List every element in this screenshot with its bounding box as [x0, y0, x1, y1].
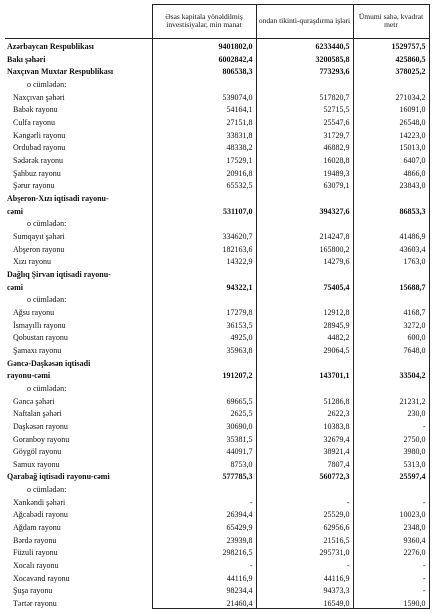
- construction-value-cell: 2622,3: [256, 406, 353, 419]
- construction-value-cell: 16549,0: [256, 595, 353, 608]
- investment-value-cell: 54164,1: [152, 102, 256, 115]
- construction-value-cell: 63079,1: [256, 178, 353, 191]
- construction-value-cell: [256, 190, 353, 203]
- region-name-cell: Culfa rayonu: [13, 118, 55, 128]
- investment-value-cell: 48338,2: [152, 140, 256, 153]
- area-value-cell: 378025,2: [353, 64, 429, 77]
- construction-value-cell: [256, 481, 353, 494]
- region-name-cell: Ağsu rayonu: [13, 307, 55, 317]
- investment-value-cell: 27151,8: [152, 114, 256, 127]
- table-row: [5, 355, 429, 368]
- investment-value-cell: 8753,0: [152, 456, 256, 469]
- investment-value-cell: 9401802,0: [152, 39, 256, 52]
- region-name-cell: Ağcabədi rayonu: [13, 510, 68, 520]
- investment-value-cell: 17279,8: [152, 304, 256, 317]
- table-row: [5, 292, 429, 305]
- area-value-cell: 86853,3: [353, 203, 429, 216]
- investment-value-cell: [152, 481, 256, 494]
- region-name-cell: Qobustan rayonu: [13, 333, 68, 343]
- table-row: [5, 557, 429, 570]
- area-value-cell: 23843,0: [353, 178, 429, 191]
- investment-value-cell: -: [152, 557, 256, 570]
- table-row: [5, 519, 429, 532]
- region-name-cell: Şahbuz rayonu: [13, 168, 61, 178]
- region-name-cell: Qarabağ iqtisadi rayonu-cəmi: [7, 472, 110, 482]
- construction-value-cell: 38921,4: [256, 444, 353, 457]
- region-name-cell: Gəncə-Daşkəsən iqtisadi: [7, 358, 91, 368]
- investment-value-cell: 14322,9: [152, 254, 256, 267]
- construction-value-cell: 31729,7: [256, 127, 353, 140]
- table-row: [5, 418, 429, 431]
- investment-value-cell: 539074,0: [152, 89, 256, 102]
- construction-value-cell: 165800,2: [256, 241, 353, 254]
- region-name-cell: Abşeron-Xızı iqtisadi rayonu-: [7, 194, 109, 204]
- construction-value-cell: 16028,8: [256, 152, 353, 165]
- region-name-cell: Göygöl rayonu: [13, 447, 62, 457]
- table-row: [5, 532, 429, 545]
- region-name-cell: Şərur rayonu: [13, 181, 55, 191]
- table-row: [5, 570, 429, 583]
- area-value-cell: 9360,4: [353, 532, 429, 545]
- investment-value-cell: [152, 190, 256, 203]
- investment-value-cell: 20916,8: [152, 165, 256, 178]
- region-name-cell: Gəncə şəhəri: [13, 396, 55, 406]
- table-row: [5, 444, 429, 457]
- table-row: [5, 595, 429, 608]
- area-value-cell: -: [353, 557, 429, 570]
- table-row: [5, 583, 429, 596]
- area-value-cell: 3272,0: [353, 317, 429, 330]
- region-name-cell: cəmi: [7, 206, 23, 216]
- table-row: [5, 165, 429, 178]
- region-name-cell: Sumqayıt şəhəri: [13, 232, 65, 241]
- table-row: [5, 469, 429, 482]
- investment-value-cell: 334620,7: [152, 228, 256, 241]
- table-row: [5, 152, 429, 165]
- table-row: [5, 342, 429, 355]
- table-row: [5, 127, 429, 140]
- construction-value-cell: 19489,3: [256, 165, 353, 178]
- investment-value-cell: 531107,0: [152, 203, 256, 216]
- construction-value-cell: 143701,1: [256, 368, 353, 381]
- table-header: [5, 5, 429, 39]
- area-value-cell: 1763,0: [353, 254, 429, 267]
- area-value-cell: 14223,0: [353, 127, 429, 140]
- region-name-cell: Naxçıvan Muxtar Respublikası: [7, 67, 114, 77]
- construction-value-cell: 52715,5: [256, 102, 353, 115]
- area-value-cell: -: [353, 570, 429, 583]
- area-value-cell: 15688,7: [353, 279, 429, 292]
- construction-value-cell: 560772,3: [256, 469, 353, 482]
- construction-value-cell: 21516,5: [256, 532, 353, 545]
- area-value-cell: 6407,0: [353, 152, 429, 165]
- region-name-cell: o cümlədən:: [27, 219, 67, 229]
- investment-value-cell: 65532,5: [152, 178, 256, 191]
- region-name-cell: Azərbaycan Respublikası: [7, 42, 94, 52]
- region-name-cell: Xocavənd rayonu: [13, 573, 70, 583]
- table-row: [5, 64, 429, 77]
- table-row: [5, 190, 429, 203]
- area-value-cell: 21231,2: [353, 393, 429, 406]
- region-name-cell: İsmayıllı rayonu: [13, 320, 66, 330]
- area-value-cell: 10023,0: [353, 507, 429, 520]
- region-name-cell: cəmi: [7, 282, 23, 292]
- table-row: [5, 330, 429, 343]
- construction-value-cell: [256, 76, 353, 89]
- construction-value-cell: 12912,8: [256, 304, 353, 317]
- area-value-cell: 2348,0: [353, 519, 429, 532]
- region-name-cell: rayonu-cəmi: [7, 371, 51, 381]
- region-name-cell: o cümlədən:: [27, 295, 67, 305]
- region-name-cell: Daşkəsən rayonu: [13, 421, 68, 431]
- construction-value-cell: 62956,6: [256, 519, 353, 532]
- region-name-cell: Bakı şəhəri: [7, 54, 46, 64]
- region-name-cell: Şamaxı rayonu: [13, 345, 62, 355]
- investment-value-cell: 298216,5: [152, 545, 256, 558]
- region-name-cell: Ağdam rayonu: [13, 523, 61, 533]
- investment-value-cell: [152, 292, 256, 305]
- construction-value-cell: 75405,4: [256, 279, 353, 292]
- region-name-cell: Naxçıvan şəhəri: [13, 92, 65, 102]
- investment-value-cell: 182163,6: [152, 241, 256, 254]
- area-value-cell: 25597,4: [353, 469, 429, 482]
- table-row: [5, 266, 429, 279]
- investment-value-cell: 98234,4: [152, 583, 256, 596]
- area-value-cell: 271034,2: [353, 89, 429, 102]
- table-row: [5, 494, 429, 507]
- area-value-cell: 41486,9: [353, 228, 429, 241]
- investment-value-cell: 35963,8: [152, 342, 256, 355]
- investment-table: [5, 4, 430, 609]
- area-value-cell: 15013,0: [353, 140, 429, 153]
- area-value-cell: [353, 292, 429, 305]
- area-value-cell: -: [353, 418, 429, 431]
- region-name-cell: Füzuli rayonu: [13, 548, 58, 558]
- table-row: [5, 545, 429, 558]
- region-name-cell: Şuşa rayonu: [13, 586, 53, 596]
- construction-value-cell: 25547,6: [256, 114, 353, 127]
- investment-value-cell: [152, 380, 256, 393]
- area-value-cell: 43603,4: [353, 241, 429, 254]
- area-value-cell: 16091,0: [353, 102, 429, 115]
- area-value-cell: 2750,0: [353, 431, 429, 444]
- table-row: [5, 228, 429, 241]
- table-row: [5, 304, 429, 317]
- construction-value-cell: 295731,0: [256, 545, 353, 558]
- region-name-cell: Babək rayonu: [13, 105, 58, 115]
- table-row: [5, 203, 429, 216]
- table-body: [5, 39, 429, 609]
- table-row: [5, 368, 429, 381]
- area-value-cell: 4866,0: [353, 165, 429, 178]
- investment-value-cell: [152, 355, 256, 368]
- investment-value-cell: [152, 216, 256, 229]
- area-value-cell: [353, 216, 429, 229]
- region-name-cell: Sədərək rayonu: [13, 156, 63, 166]
- table-row: [5, 254, 429, 267]
- investment-value-cell: 30690,0: [152, 418, 256, 431]
- header-construction-works: ondan tikinti-quraşdırma işləri: [256, 5, 353, 39]
- region-name-cell: Tərtər rayonu: [13, 599, 57, 609]
- construction-value-cell: 46882,9: [256, 140, 353, 153]
- construction-value-cell: 10383,8: [256, 418, 353, 431]
- investment-value-cell: 577785,3: [152, 469, 256, 482]
- region-name-cell: Goranboy rayonu: [13, 434, 70, 444]
- area-value-cell: [353, 481, 429, 494]
- area-value-cell: 1529757,5: [353, 39, 429, 52]
- area-value-cell: 1590,0: [353, 595, 429, 608]
- investment-value-cell: 65429,9: [152, 519, 256, 532]
- construction-value-cell: 94373,3: [256, 583, 353, 596]
- table-row: [5, 481, 429, 494]
- region-name-cell: Bərdə rayonu: [13, 535, 57, 545]
- area-value-cell: 425860,5: [353, 51, 429, 64]
- construction-value-cell: 32679,4: [256, 431, 353, 444]
- table-row: [5, 140, 429, 153]
- construction-value-cell: 28945,9: [256, 317, 353, 330]
- area-value-cell: 4168,7: [353, 304, 429, 317]
- table-row: [5, 51, 429, 64]
- area-value-cell: [353, 380, 429, 393]
- investment-value-cell: 44091,7: [152, 444, 256, 457]
- table-row: [5, 241, 429, 254]
- construction-value-cell: 14279,6: [256, 254, 353, 267]
- region-name-cell: Samux rayonu: [13, 459, 60, 469]
- investment-value-cell: 2625,5: [152, 406, 256, 419]
- table-row: [5, 317, 429, 330]
- construction-value-cell: [256, 355, 353, 368]
- investment-value-cell: 4925,0: [152, 330, 256, 343]
- region-name-cell: Kəngərli rayonu: [13, 130, 66, 140]
- header-total-area: Ümumi sahə, kvadrat metr: [353, 5, 429, 39]
- construction-value-cell: -: [256, 557, 353, 570]
- area-value-cell: 5313,0: [353, 456, 429, 469]
- area-value-cell: -: [353, 583, 429, 596]
- table-row: [5, 39, 429, 52]
- investment-value-cell: 44116,9: [152, 570, 256, 583]
- investment-value-cell: -: [152, 494, 256, 507]
- construction-value-cell: 4482,2: [256, 330, 353, 343]
- table-row: [5, 178, 429, 191]
- area-value-cell: [353, 76, 429, 89]
- table-row: [5, 102, 429, 115]
- area-value-cell: 26548,0: [353, 114, 429, 127]
- region-name-cell: o cümlədən:: [27, 80, 67, 90]
- investment-value-cell: 6002842,4: [152, 51, 256, 64]
- construction-value-cell: [256, 266, 353, 279]
- investment-value-cell: 26394,4: [152, 507, 256, 520]
- header-investments: Əsas kapitala yönəldilmiş investisiyalar, min manat: [152, 5, 256, 39]
- region-name-cell: Xankəndi şəhəri: [13, 497, 66, 507]
- table-row: [5, 114, 429, 127]
- construction-value-cell: [256, 216, 353, 229]
- area-value-cell: 33504,2: [353, 368, 429, 381]
- area-value-cell: 2276,0: [353, 545, 429, 558]
- construction-value-cell: [256, 292, 353, 305]
- area-value-cell: [353, 266, 429, 279]
- construction-value-cell: 773293,6: [256, 64, 353, 77]
- construction-value-cell: 3200585,8: [256, 51, 353, 64]
- table-row: [5, 431, 429, 444]
- investment-value-cell: 806538,3: [152, 64, 256, 77]
- investment-value-cell: 191207,2: [152, 368, 256, 381]
- investment-value-cell: 17529,1: [152, 152, 256, 165]
- area-value-cell: 230,0: [353, 406, 429, 419]
- construction-value-cell: -: [256, 494, 353, 507]
- region-name-cell: Ordubad rayonu: [13, 143, 66, 153]
- investment-value-cell: [152, 266, 256, 279]
- table-row: [5, 456, 429, 469]
- construction-value-cell: 394327,6: [256, 203, 353, 216]
- region-name-cell: Naftalan şəhəri: [13, 409, 62, 419]
- construction-value-cell: 44116,9: [256, 570, 353, 583]
- area-value-cell: 600,0: [353, 330, 429, 343]
- construction-value-cell: 517820,7: [256, 89, 353, 102]
- investment-value-cell: 33831,8: [152, 127, 256, 140]
- table-row: [5, 393, 429, 406]
- construction-value-cell: 25529,0: [256, 507, 353, 520]
- area-value-cell: 7648,0: [353, 342, 429, 355]
- region-name-cell: Xocalı rayonu: [13, 561, 59, 571]
- construction-value-cell: 51286,8: [256, 393, 353, 406]
- table-row: [5, 406, 429, 419]
- area-value-cell: 3980,0: [353, 444, 429, 457]
- investment-value-cell: 23939,8: [152, 532, 256, 545]
- table-row: [5, 216, 429, 229]
- region-name-cell: Abşeron rayonu: [13, 244, 65, 254]
- statistics-table-sheet: [5, 4, 429, 610]
- header-blank-cell: [5, 5, 152, 39]
- table-row: [5, 279, 429, 292]
- area-value-cell: -: [353, 494, 429, 507]
- region-name-cell: Dağlıq Şirvan iqtisadi rayonu-: [7, 269, 111, 279]
- region-name-cell: o cümlədən:: [27, 485, 67, 495]
- construction-value-cell: 29064,5: [256, 342, 353, 355]
- investment-value-cell: 35381,5: [152, 431, 256, 444]
- construction-value-cell: 7807,4: [256, 456, 353, 469]
- investment-value-cell: 94322,1: [152, 279, 256, 292]
- investment-value-cell: 21460,4: [152, 595, 256, 608]
- area-value-cell: [353, 355, 429, 368]
- table-row: [5, 380, 429, 393]
- region-name-cell: o cümlədən:: [27, 383, 67, 393]
- investment-value-cell: 69665,5: [152, 393, 256, 406]
- table-row: [5, 89, 429, 102]
- area-value-cell: [353, 190, 429, 203]
- investment-value-cell: 36153,5: [152, 317, 256, 330]
- construction-value-cell: 6233440,5: [256, 39, 353, 52]
- construction-value-cell: 214247,8: [256, 228, 353, 241]
- table-row: [5, 507, 429, 520]
- investment-value-cell: [152, 76, 256, 89]
- region-name-cell: Xızı rayonu: [13, 257, 51, 267]
- table-row: [5, 76, 429, 89]
- construction-value-cell: [256, 380, 353, 393]
